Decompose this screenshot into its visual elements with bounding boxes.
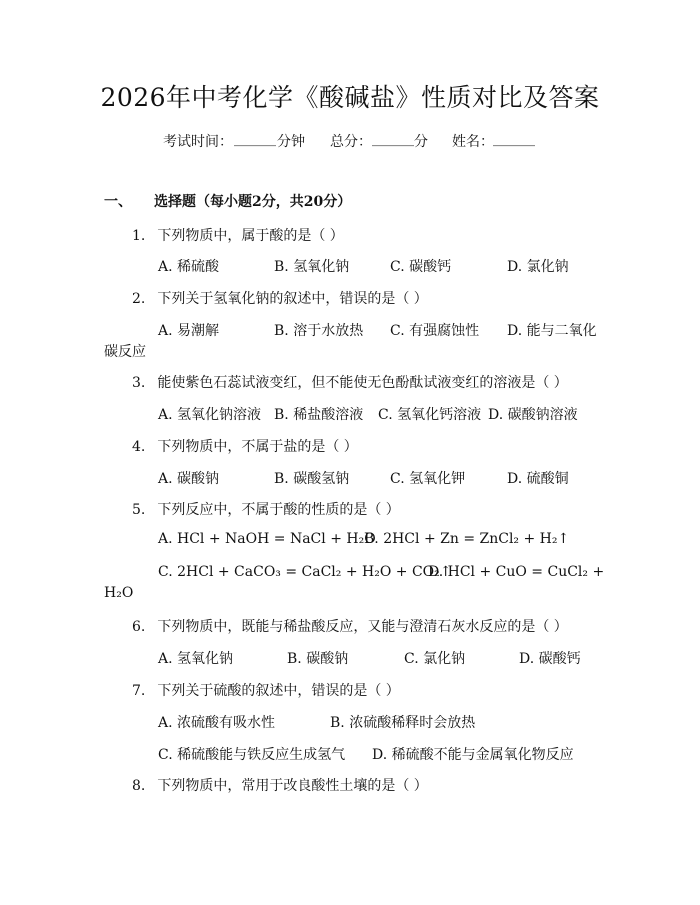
question-number: 1. bbox=[132, 228, 146, 244]
question-text: 下列物质中，属于酸的是（ ） bbox=[157, 228, 344, 244]
section-title: 选择题（每小题2分，共20分） bbox=[154, 194, 352, 210]
page-title: 2026年中考化学《酸碱盐》性质对比及答案 bbox=[100, 83, 600, 112]
question-3 bbox=[132, 372, 568, 392]
question-6 bbox=[132, 616, 568, 636]
q7-option-c: C. 稀硫酸能与铁反应生成氢气 bbox=[158, 747, 346, 763]
q5-option-d-continuation: H₂O bbox=[104, 585, 134, 601]
question-text: 能使紫色石蕊试液变红，但不能使无色酚酞试液变红的溶液是（ ） bbox=[157, 375, 568, 391]
q5-option-b: B. 2HCl + Zn = ZnCl₂ + H₂↑ bbox=[364, 531, 570, 547]
q1-option-d: D. 氯化钠 bbox=[507, 259, 569, 275]
exam-time-unit: 分钟 bbox=[277, 134, 305, 150]
q5-option-d: D. HCl + CuO = CuCl₂ + bbox=[428, 564, 605, 580]
q4-option-d: D. 硫酸铜 bbox=[507, 471, 569, 487]
q1-option-b: B. 氢氧化钠 bbox=[274, 259, 350, 275]
q6-option-c: C. 氯化钠 bbox=[404, 651, 466, 667]
q2-option-d: D. 能与二氧化 bbox=[507, 323, 597, 339]
q4-option-a: A. 碳酸钠 bbox=[158, 471, 220, 487]
section-number: 一、 bbox=[104, 194, 132, 210]
section-heading bbox=[104, 191, 351, 211]
q6-option-d: D. 碳酸钙 bbox=[519, 651, 581, 667]
q4-option-b: B. 碳酸氢钠 bbox=[274, 471, 350, 487]
question-number: 3. bbox=[132, 375, 146, 391]
q3-option-b: B. 稀盐酸溶液 bbox=[274, 407, 364, 423]
question-number: 2. bbox=[132, 291, 146, 307]
q3-option-c: C. 氢氧化钙溶液 bbox=[378, 407, 482, 423]
question-8 bbox=[132, 775, 428, 795]
q6-option-b: B. 碳酸钠 bbox=[287, 651, 349, 667]
question-number: 8. bbox=[132, 778, 146, 794]
question-text: 下列关于硫酸的叙述中，错误的是（ ） bbox=[157, 683, 400, 699]
q2-option-a: A. 易潮解 bbox=[158, 323, 220, 339]
total-score-blank: ______ bbox=[372, 131, 414, 147]
question-number: 6. bbox=[132, 619, 146, 635]
question-text: 下列物质中，既能与稀盐酸反应，又能与澄清石灰水反应的是（ ） bbox=[157, 619, 568, 635]
q7-option-d: D. 稀硫酸不能与金属氧化物反应 bbox=[372, 747, 574, 763]
question-4 bbox=[132, 436, 358, 456]
question-2 bbox=[132, 288, 428, 308]
question-7 bbox=[132, 680, 400, 700]
q3-option-a: A. 氢氧化钠溶液 bbox=[158, 407, 262, 423]
question-1 bbox=[132, 225, 344, 245]
question-5 bbox=[132, 499, 400, 519]
question-text: 下列物质中，不属于盐的是（ ） bbox=[157, 439, 358, 455]
q7-option-a: A. 浓硫酸有吸水性 bbox=[158, 715, 276, 731]
name-blank: ______ bbox=[493, 131, 535, 147]
question-text: 下列关于氢氧化钠的叙述中，错误的是（ ） bbox=[157, 291, 428, 307]
q2-option-c: C. 有强腐蚀性 bbox=[390, 323, 480, 339]
name-label: 姓名： bbox=[452, 134, 494, 150]
question-number: 5. bbox=[132, 502, 146, 518]
total-score-label: 总分： bbox=[330, 134, 372, 150]
q2-option-b: B. 溶于水放热 bbox=[274, 323, 364, 339]
q1-option-a: A. 稀硫酸 bbox=[158, 259, 220, 275]
question-number: 7. bbox=[132, 683, 146, 699]
q4-option-c: C. 氢氧化钾 bbox=[390, 471, 466, 487]
q6-option-a: A. 氢氧化钠 bbox=[158, 651, 234, 667]
q5-option-a: A. HCl + NaOH = NaCl + H₂O bbox=[158, 531, 376, 547]
question-text: 下列反应中，不属于酸的性质的是（ ） bbox=[157, 502, 400, 518]
exam-time-label: 考试时间： bbox=[163, 134, 233, 150]
exam-time-blank: ______ bbox=[234, 131, 276, 147]
q7-option-b: B. 浓硫酸稀释时会放热 bbox=[330, 715, 476, 731]
question-text: 下列物质中，常用于改良酸性土壤的是（ ） bbox=[157, 778, 428, 794]
q1-option-c: C. 碳酸钙 bbox=[390, 259, 452, 275]
q3-option-d: D. 碳酸钠溶液 bbox=[488, 407, 578, 423]
total-score-unit: 分 bbox=[414, 134, 428, 150]
question-number: 4. bbox=[132, 439, 146, 455]
q5-option-c: C. 2HCl + CaCO₃ = CaCl₂ + H₂O + CO₂↑ bbox=[158, 564, 452, 580]
q2-option-d-continuation: 碳反应 bbox=[104, 344, 146, 360]
